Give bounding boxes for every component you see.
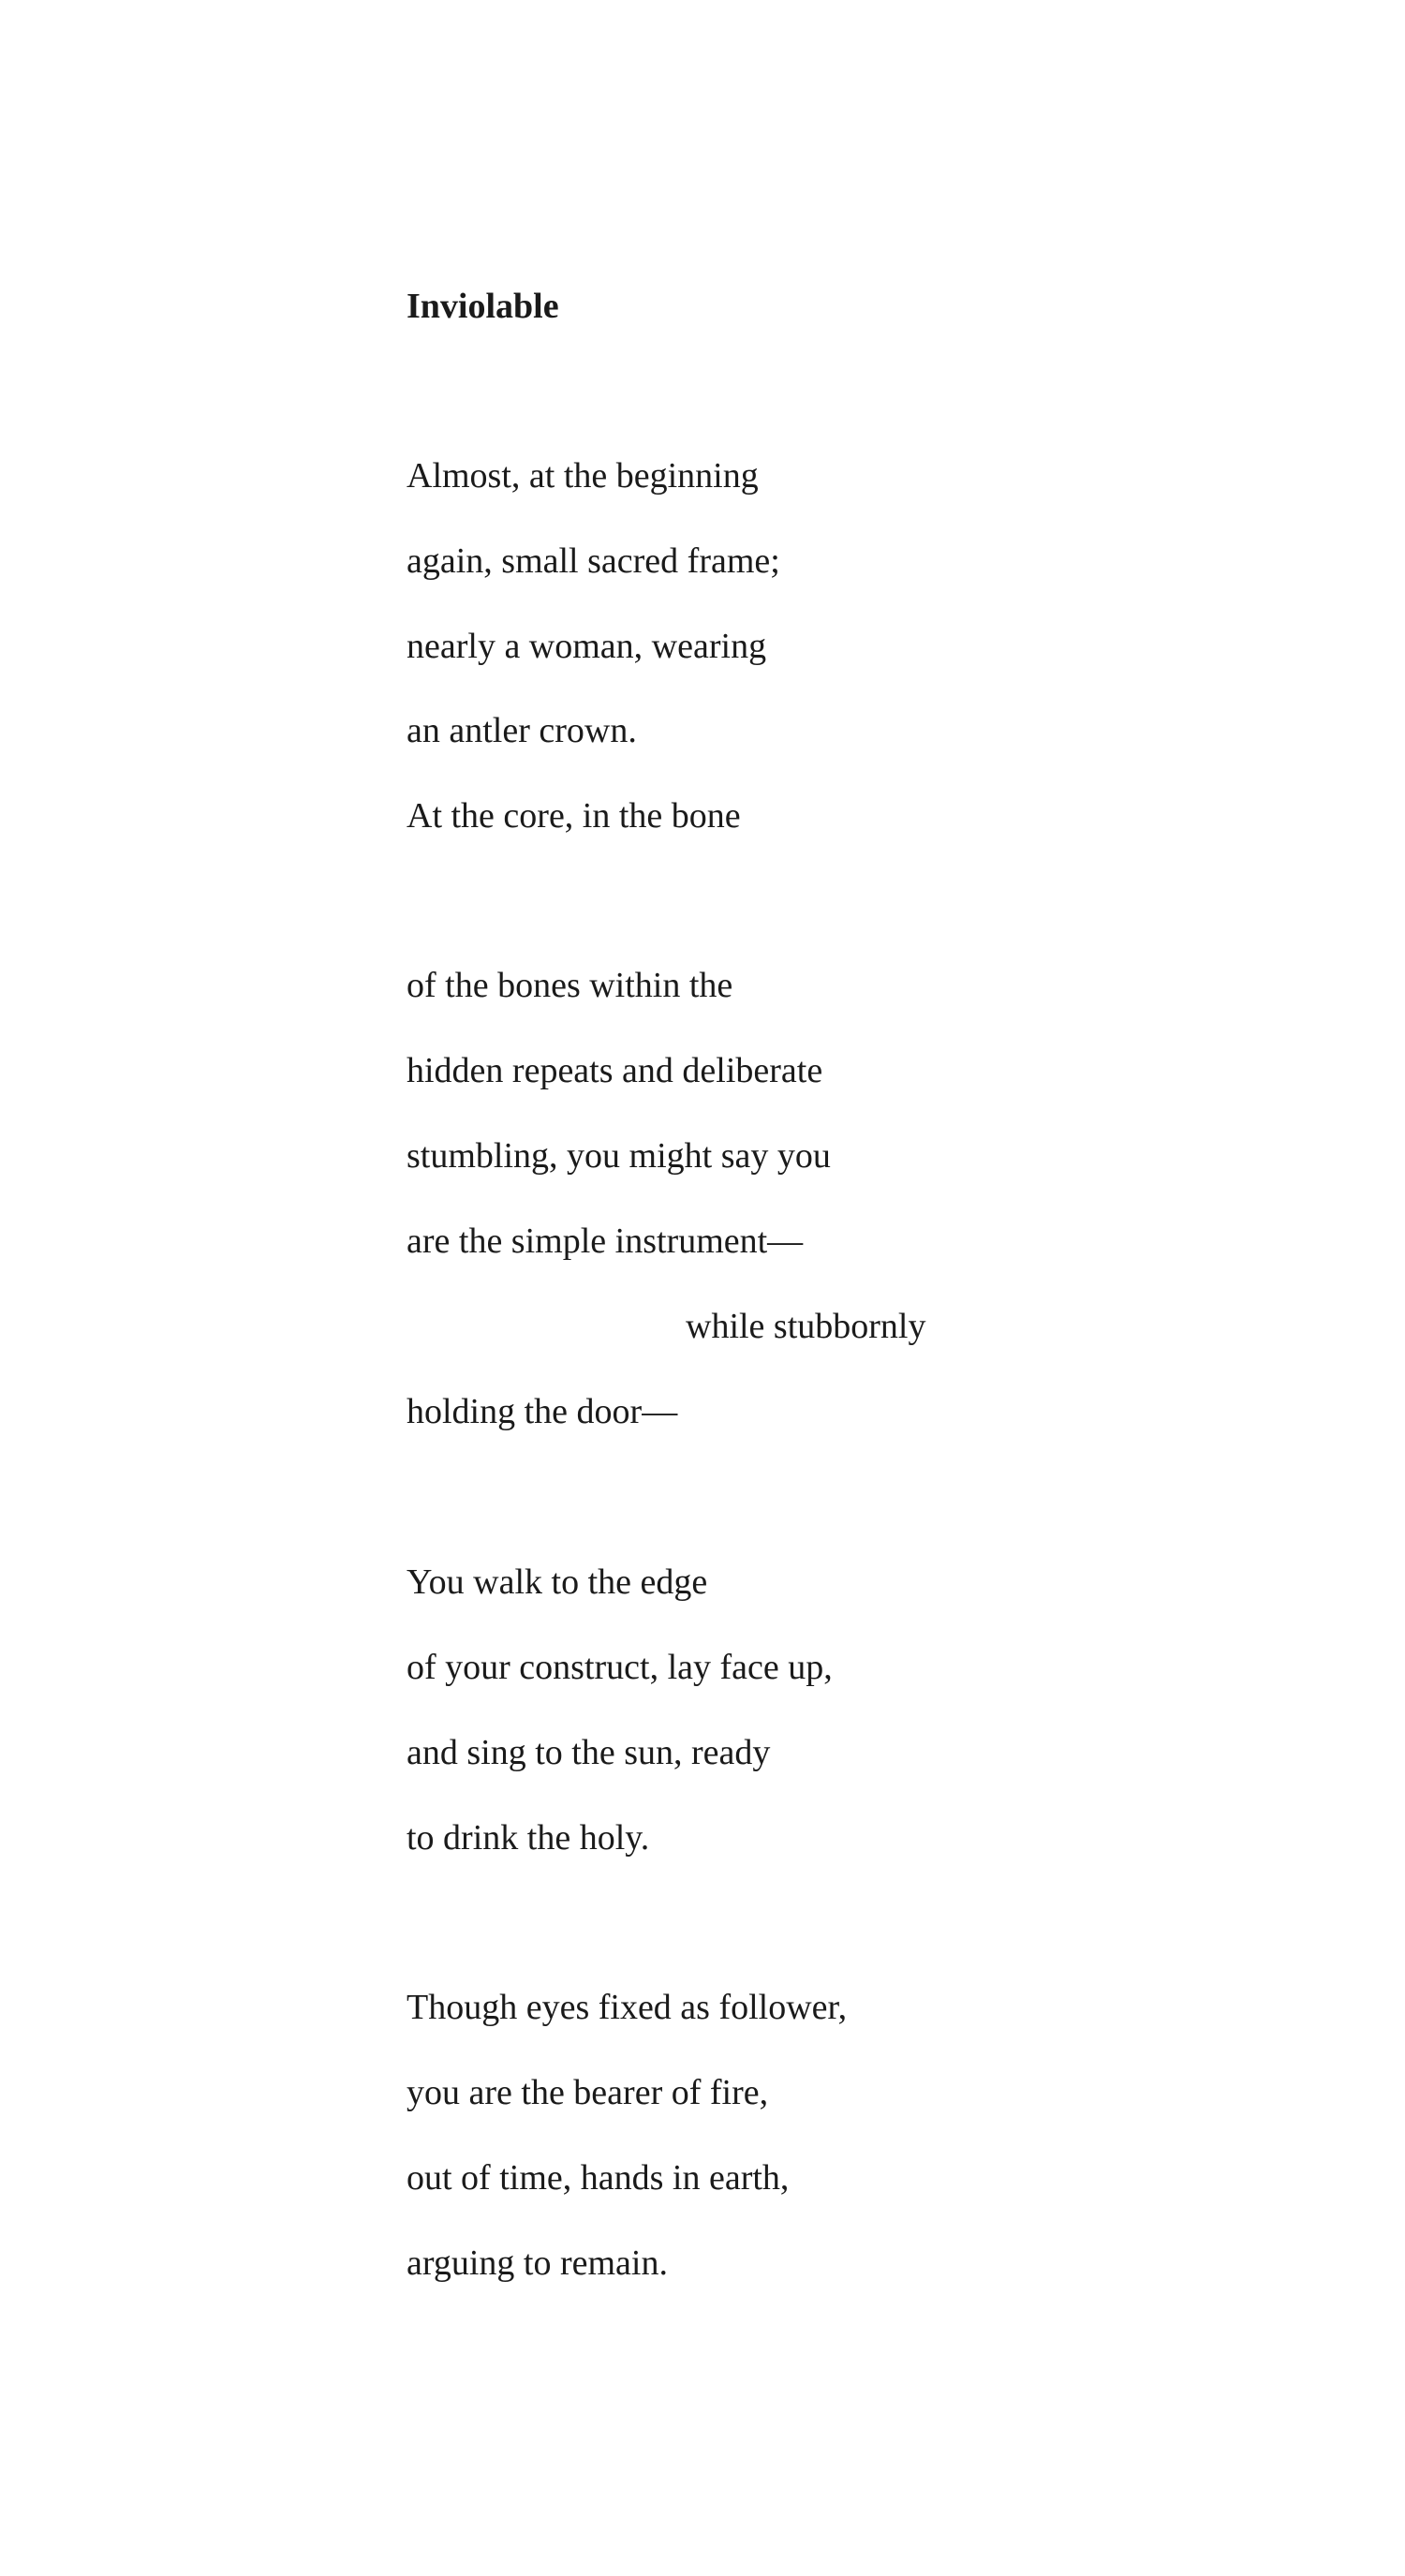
poem-line: to drink the holy. [407,1818,650,1858]
poem-line: and sing to the sun, ready [407,1733,771,1772]
poem-line: Almost, at the beginning [407,456,759,496]
poem-line: of the bones within the [407,966,733,1005]
poem-line: stumbling, you might say you [407,1136,831,1176]
poem-line: of your construct, lay face up, [407,1648,833,1687]
poem-line: hidden repeats and deliberate [407,1051,823,1090]
poem-line: arguing to remain. [407,2243,668,2283]
poem-line: again, small sacred frame; [407,541,780,581]
poem-line: Though eyes fixed as follower, [407,1988,848,2027]
poem-line: At the core, in the bone [407,796,741,836]
poem-line: You walk to the edge [407,1562,708,1602]
poem-line-indented: while stubbornly [686,1307,926,1346]
poem-line: out of time, hands in earth, [407,2158,790,2198]
poem-line: nearly a woman, wearing [407,627,767,666]
poem-line: are the simple instrument— [407,1221,804,1261]
poem-line: an antler crown. [407,711,637,750]
poem-line: you are the bearer of fire, [407,2073,769,2112]
poem-title: Inviolable [407,287,559,326]
poem-line: holding the door— [407,1392,678,1431]
